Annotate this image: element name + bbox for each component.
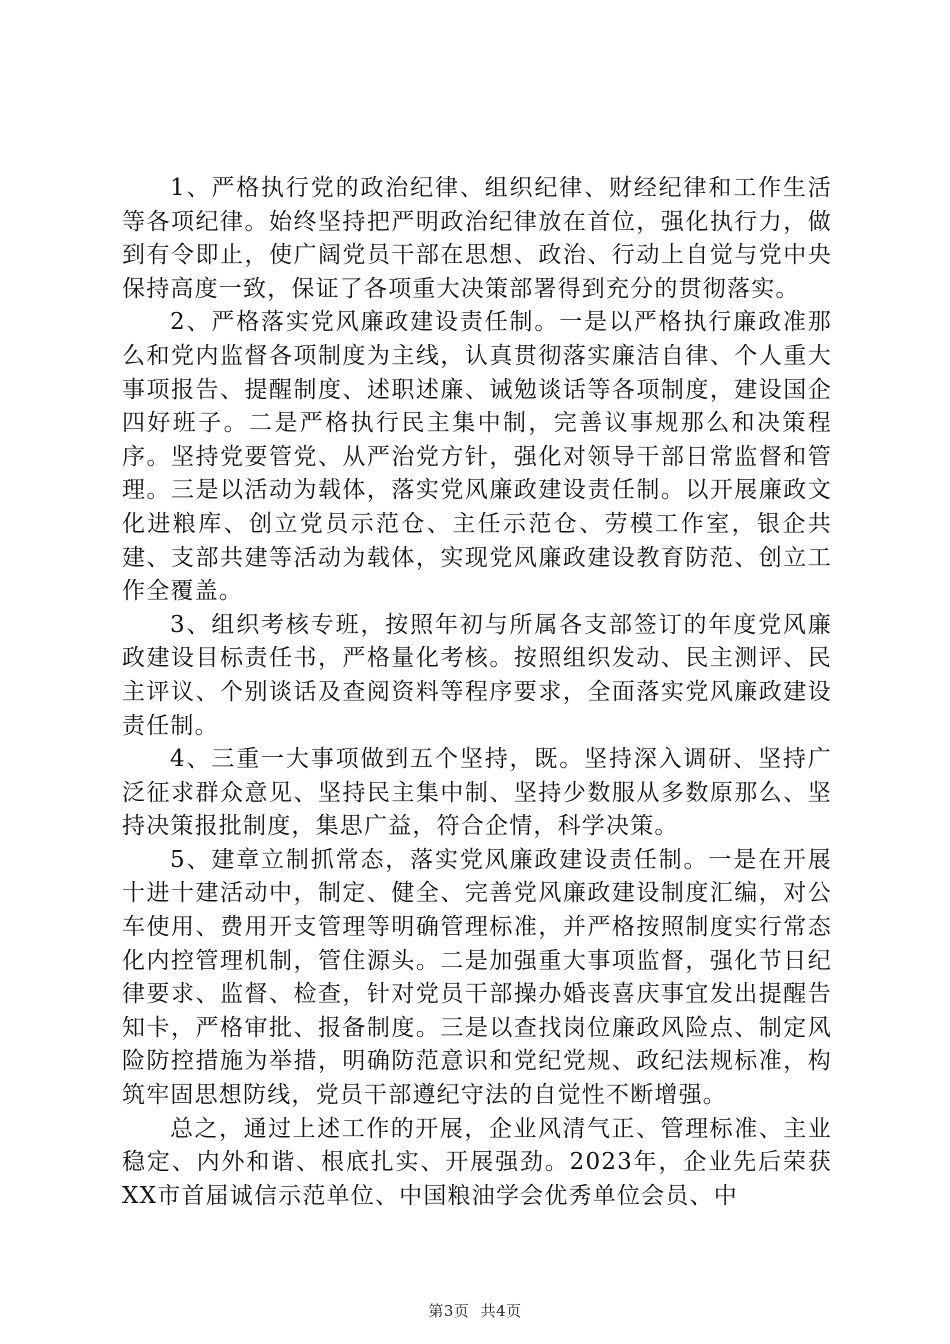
- paragraph-6: 总之，通过上述工作的开展，企业风清气正、管理标准、主业稳定、内外和谐、根底扎实、开展强劲。2023年，企业先后荣获XX市首届诚信示范单位、中国粮油学会优秀单位会员、中: [122, 1115, 832, 1209]
- paragraph-4: 4、三重一大事项做到五个坚持，既。坚持深入调研、坚持广泛征求群众意见、坚持民主集中制、坚持少数服从多数原那么、坚持决策报批制度，集思广益，符合企情，科学决策。: [122, 746, 832, 840]
- page-number: 第3页: [428, 1302, 470, 1320]
- paragraph-3: 3、组织考核专班，按照年初与所属各支部签订的年度党风廉政建设目标责任书，严格量化考核。按照组织发动、民主测评、民主评议、个别谈话及查阅资料等程序要求，全面落实党风廉政建设责任制。: [122, 611, 832, 739]
- document-body: [122, 172, 832, 1213]
- paragraph-5: 5、建章立制抓常态，落实党风廉政建设责任制。一是在开展十进十建活动中，制定、健全、完善党风廉政建设制度汇编，对公车使用、费用开支管理等明确管理标准，并严格按照制度实行常态化内控管理机制，管住源头。二是加强重大事项监督，强化节日纪律要求、监督、检查，针对党员干部操办婚丧喜庆事宜发出提醒告知卡，严格审批、报备制度。三是以查找岗位廉政风险点、制定风险防控措施为举措，明确防范意识和党纪党规、政纪法规标准，构筑牢固思想防线，党员干部遵纪守法的自觉性不断增强。: [122, 846, 832, 1109]
- paragraph-1: 1、严格执行党的政治纪律、组织纪律、财经纪律和工作生活等各项纪律。始终坚持把严明政治纪律放在首位，强化执行力，做到有令即止，使广阔党员干部在思想、政治、行动上自觉与党中央保持高度一致，保证了各项重大决策部署得到充分的贯彻落实。: [122, 175, 832, 302]
- page-footer: [0, 1300, 950, 1321]
- page-total: 共4页: [480, 1302, 522, 1320]
- paragraph-2: 2、严格落实党风廉政建设责任制。一是以严格执行廉政准那么和党内监督各项制度为主线，认真贯彻落实廉洁自律、个人重大事项报告、提醒制度、述职述廉、诫勉谈话等各项制度，建设国企四好班子。二是严格执行民主集中制，完善议事规那么和决策程序。坚持党要管党、从严治党方针，强化对领导干部日常监督和管理。三是以活动为载体，落实党风廉政建设责任制。以开展廉政文化进粮库、创立党员示范仓、主任示范仓、劳模工作室，银企共建、支部共建等活动为载体，实现党风廉政建设教育防范、创立工作全覆盖。: [122, 309, 832, 605]
